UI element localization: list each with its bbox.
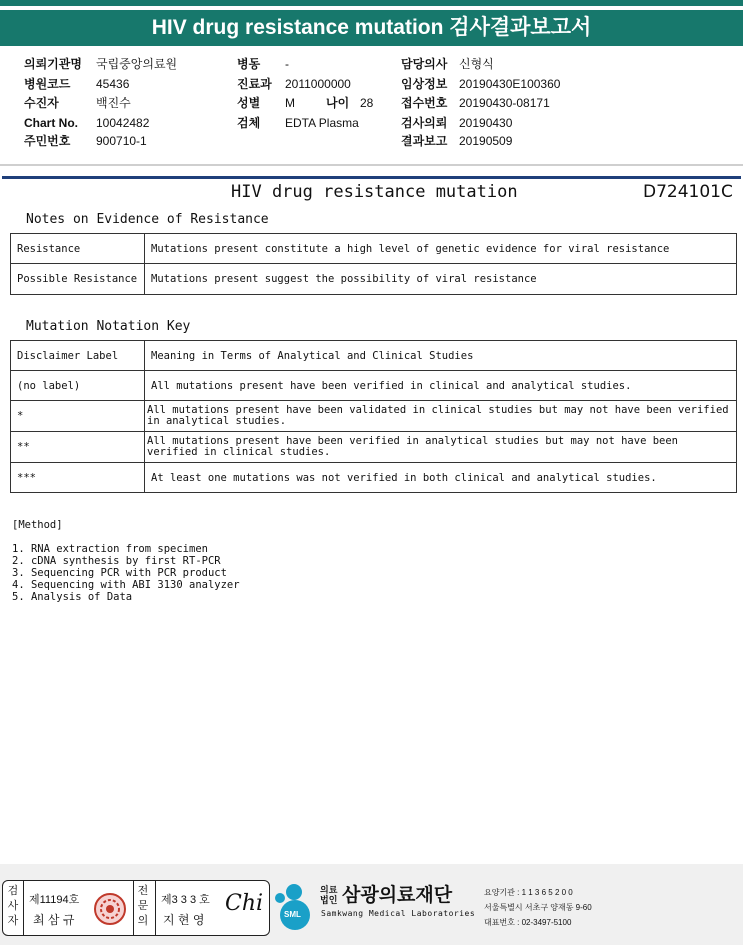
doctor-label: 전문의 (137, 885, 149, 927)
signature-box (2, 880, 270, 936)
table-row (11, 401, 737, 432)
org-name-en: Samkwang Medical Laboratories (321, 909, 476, 918)
table-row (11, 371, 737, 401)
top-accent-line (0, 0, 743, 6)
info-label: 진료과 (237, 77, 272, 91)
info-value: EDTA Plasma (285, 116, 359, 130)
info-label: 나이 (326, 96, 350, 110)
info-row (24, 57, 82, 71)
table-cell-desc: Mutations present constitute a high level of genetic evidence for viral resistance (145, 234, 737, 264)
doctor-license: 제3 3 3 호 (161, 894, 210, 906)
seal-icon (93, 893, 127, 925)
care-number: 요양기관 : 1 1 3 6 5 2 0 0 (484, 888, 573, 897)
method-step: 4. Sequencing with ABI 3130 analyzer (12, 579, 240, 591)
sml-logo-text: SML (284, 910, 301, 919)
info-value: 20190509 (459, 134, 513, 148)
table-row (11, 463, 737, 493)
doctor-name: 지 현 영 (163, 913, 205, 927)
table-cell-label: Possible Resistance (11, 264, 145, 295)
table-cell-desc: All mutations present have been verified in analytical studies but may not have been verified in clinical studies. (145, 432, 737, 463)
table-row (11, 264, 737, 295)
sml-logo-icon (270, 882, 318, 932)
table-cell-desc: Mutations present suggest the possibility of viral resistance (145, 264, 737, 295)
info-value: 20190430-08171 (459, 96, 550, 110)
info-label: 성별 (237, 96, 261, 110)
table-cell-label: * (11, 401, 145, 432)
org-contact (484, 885, 592, 930)
info-value: 백진수 (96, 96, 131, 110)
info-value: - (285, 57, 289, 71)
report-header-title: HIV drug resistance mutation 검사결과보고서 (0, 10, 743, 46)
table-cell-desc: At least one mutations was not verified in both clinical and analytical studies. (145, 463, 737, 493)
tester-license: 제11194호 (29, 894, 80, 906)
info-value: 900710-1 (96, 134, 147, 148)
org-name: 삼광의료재단 (342, 884, 453, 906)
method-heading: [Method] (12, 519, 63, 531)
tester-name: 최 삼 규 (33, 913, 75, 927)
signature: Chi (225, 891, 264, 916)
table-cell-label: (no label) (11, 371, 145, 401)
table-cell-label: *** (11, 463, 145, 493)
info-label: 검체 (237, 116, 261, 130)
table-cell-label: Resistance (11, 234, 145, 264)
table-cell-desc: All mutations present have been validated in clinical studies but may not have been verified in analytical studies. (145, 401, 737, 432)
org-prefix (320, 885, 337, 905)
info-label: 임상정보 (401, 77, 448, 91)
info-value: 신형식 (459, 57, 494, 71)
tester-label: 검사자 (7, 885, 19, 927)
method-step: 2. cDNA synthesis by first RT-PCR (12, 555, 221, 567)
info-value: 2011000000 (285, 77, 351, 91)
info-value: 20190430E100360 (459, 77, 561, 91)
method-step: 5. Analysis of Data (12, 591, 133, 603)
info-label: 담당의사 (401, 57, 448, 71)
divider (23, 881, 24, 935)
notation-heading: Mutation Notation Key (26, 319, 191, 334)
org-prefix-top: 의료 (320, 885, 338, 895)
info-label: 주민번호 (24, 134, 71, 148)
table-row (11, 432, 737, 463)
info-label: 병동 (237, 57, 261, 71)
report-rule (2, 176, 741, 179)
info-value: 20190430 (459, 116, 513, 130)
info-value: M (285, 96, 295, 110)
table-cell-label: ** (11, 432, 145, 463)
divider (155, 881, 156, 935)
table-cell-desc: Meaning in Terms of Analytical and Clinical Studies (145, 341, 737, 371)
evidence-table (10, 233, 737, 295)
info-label: Chart No. (24, 116, 78, 130)
method-list (12, 543, 240, 603)
table-cell-label: Disclaimer Label (11, 341, 145, 371)
info-value: 국립중앙의료원 (96, 57, 178, 71)
info-value: 45436 (96, 77, 130, 91)
org-prefix-bottom: 법인 (320, 895, 338, 905)
report-code: D724101C (643, 182, 733, 202)
table-cell-desc: All mutations present have been verified in clinical and analytical studies. (145, 371, 737, 401)
method-step: 3. Sequencing PCR with PCR product (12, 567, 227, 579)
info-label: 검사의뢰 (401, 116, 448, 130)
method-step: 1. RNA extraction from specimen (12, 543, 208, 555)
notation-table (10, 340, 737, 493)
evidence-heading: Notes on Evidence of Resistance (26, 212, 269, 227)
info-label: 수진자 (24, 96, 59, 110)
info-label: 접수번호 (401, 96, 448, 110)
info-label: 병원코드 (24, 77, 71, 91)
table-row (11, 234, 737, 264)
info-value: 10042482 (96, 116, 150, 130)
table-row (11, 341, 737, 371)
phone: 대표번호 : 02-3497-5100 (484, 918, 572, 927)
divider (133, 881, 134, 935)
header-divider (0, 164, 743, 166)
info-value: 28 (360, 96, 374, 110)
info-label: 의뢰기관명 (24, 57, 82, 71)
report-title: HIV drug resistance mutation (231, 182, 518, 202)
info-label: 결과보고 (401, 134, 448, 148)
address: 서울특별시 서초구 양재동 9-60 (484, 903, 592, 912)
